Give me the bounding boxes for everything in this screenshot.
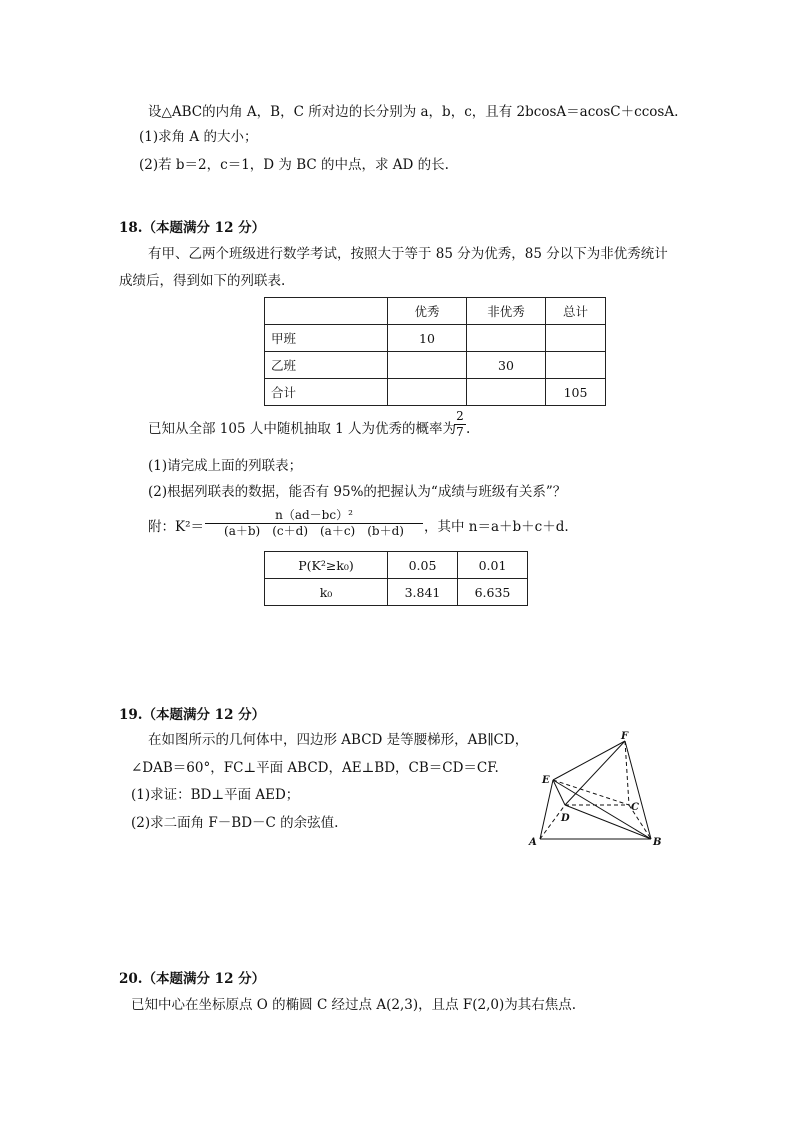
contingency-table: [264, 297, 606, 406]
table-cell: 3.841: [388, 579, 458, 606]
p18-probability-text: 已知从全部 105 人中随机抽取 1 人为优秀的概率为: [148, 421, 457, 437]
geometry-figure: [520, 730, 670, 855]
table-cell: 乙班: [265, 352, 388, 379]
vertex-label-F: F: [621, 731, 629, 742]
table-cell: [546, 352, 606, 379]
fraction-numerator: 2: [456, 409, 464, 423]
table-cell: [546, 325, 606, 352]
p17-question-1: (1)求角 A 的大小；: [139, 129, 258, 145]
edge-EF: [553, 741, 625, 780]
p18-question-1: (1)请完成上面的列联表；: [148, 458, 303, 474]
table-cell: [388, 352, 467, 379]
table-cell: [467, 325, 546, 352]
table-cell: 10: [388, 325, 467, 352]
vertex-label-B: B: [653, 837, 662, 848]
table-header-row: [265, 298, 606, 325]
edge-EC: [553, 780, 629, 805]
table-row: [265, 579, 528, 606]
p18-probability-end: .: [466, 421, 471, 437]
vertex-label-C: C: [631, 802, 639, 813]
table-header-cell: 优秀: [388, 298, 467, 325]
vertex-label-A: A: [529, 837, 537, 848]
p19-question-1: (1)求证：BD⊥平面 AED；: [131, 787, 300, 803]
p20-heading: 20.（本题满分 12 分）: [119, 971, 266, 987]
table-header-cell: 非优秀: [467, 298, 546, 325]
reference-table: [264, 551, 528, 606]
edge-FB: [625, 741, 651, 839]
table-header-cell: [265, 298, 388, 325]
p18-formula-suffix: ，其中 n＝a＋b＋c＋d.: [424, 519, 569, 535]
p18-intro-line2: 成绩后，得到如下的列联表.: [119, 273, 286, 289]
p17-intro: 设△ABC的内角 A，B，C 所对边的长分别为 a，b，c，且有 2bcosA＝acosC＋ccosA.: [148, 104, 679, 120]
p18-question-2: (2)根据列联表的数据，能否有 95%的把握认为“成绩与班级有关系”？: [148, 484, 567, 500]
p17-question-2: (2)若 b＝2，c＝1，D 为 BC 的中点，求 AD 的长.: [139, 157, 449, 173]
p18-formula-prefix: 附：K²＝: [148, 519, 204, 535]
p19-heading: 19.（本题满分 12 分）: [119, 707, 266, 723]
table-row: [265, 379, 606, 406]
formula-numerator: n（ad－bc）²: [275, 508, 353, 522]
vertex-label-D: D: [561, 813, 570, 824]
edge-FD: [565, 741, 625, 805]
table-cell: 6.635: [458, 579, 528, 606]
table-cell: [388, 379, 467, 406]
p18-heading: 18.（本题满分 12 分）: [119, 220, 266, 236]
formula-denominator: (a＋b) (c＋d) (a＋c) (b＋d): [224, 524, 404, 538]
chi-square-fraction: [205, 508, 423, 539]
table-cell: k₀: [265, 579, 388, 606]
table-cell: 0.01: [458, 552, 528, 579]
p19-line1: 在如图所示的几何体中，四边形 ABCD 是等腰梯形，AB∥CD，: [148, 732, 529, 748]
edge-FC: [625, 741, 629, 805]
p18-intro-line1: 有甲、乙两个班级进行数学考试，按照大于等于 85 分为优秀，85 分以下为非优秀统计: [148, 246, 668, 262]
table-header-cell: 总计: [546, 298, 606, 325]
vertex-label-E: E: [542, 775, 550, 786]
p19-question-2: (2)求二面角 F－BD－C 的余弦值.: [131, 815, 339, 831]
table-row: [265, 352, 606, 379]
table-cell: 105: [546, 379, 606, 406]
table-cell: [467, 379, 546, 406]
fraction-denominator: 7: [456, 425, 464, 439]
p19-line2: ∠DAB＝60°，FC⊥平面 ABCD，AE⊥BD，CB＝CD＝CF.: [131, 760, 499, 776]
table-row: [265, 325, 606, 352]
probability-fraction: [454, 409, 466, 440]
table-cell: P(K²≥k₀): [265, 552, 388, 579]
table-cell: 30: [467, 352, 546, 379]
table-cell: 合计: [265, 379, 388, 406]
p20-line1: 已知中心在坐标原点 O 的椭圆 C 经过点 A(2,3)，且点 F(2,0)为其右焦点.: [131, 997, 577, 1013]
table-cell: 甲班: [265, 325, 388, 352]
table-row: [265, 552, 528, 579]
table-cell: 0.05: [388, 552, 458, 579]
